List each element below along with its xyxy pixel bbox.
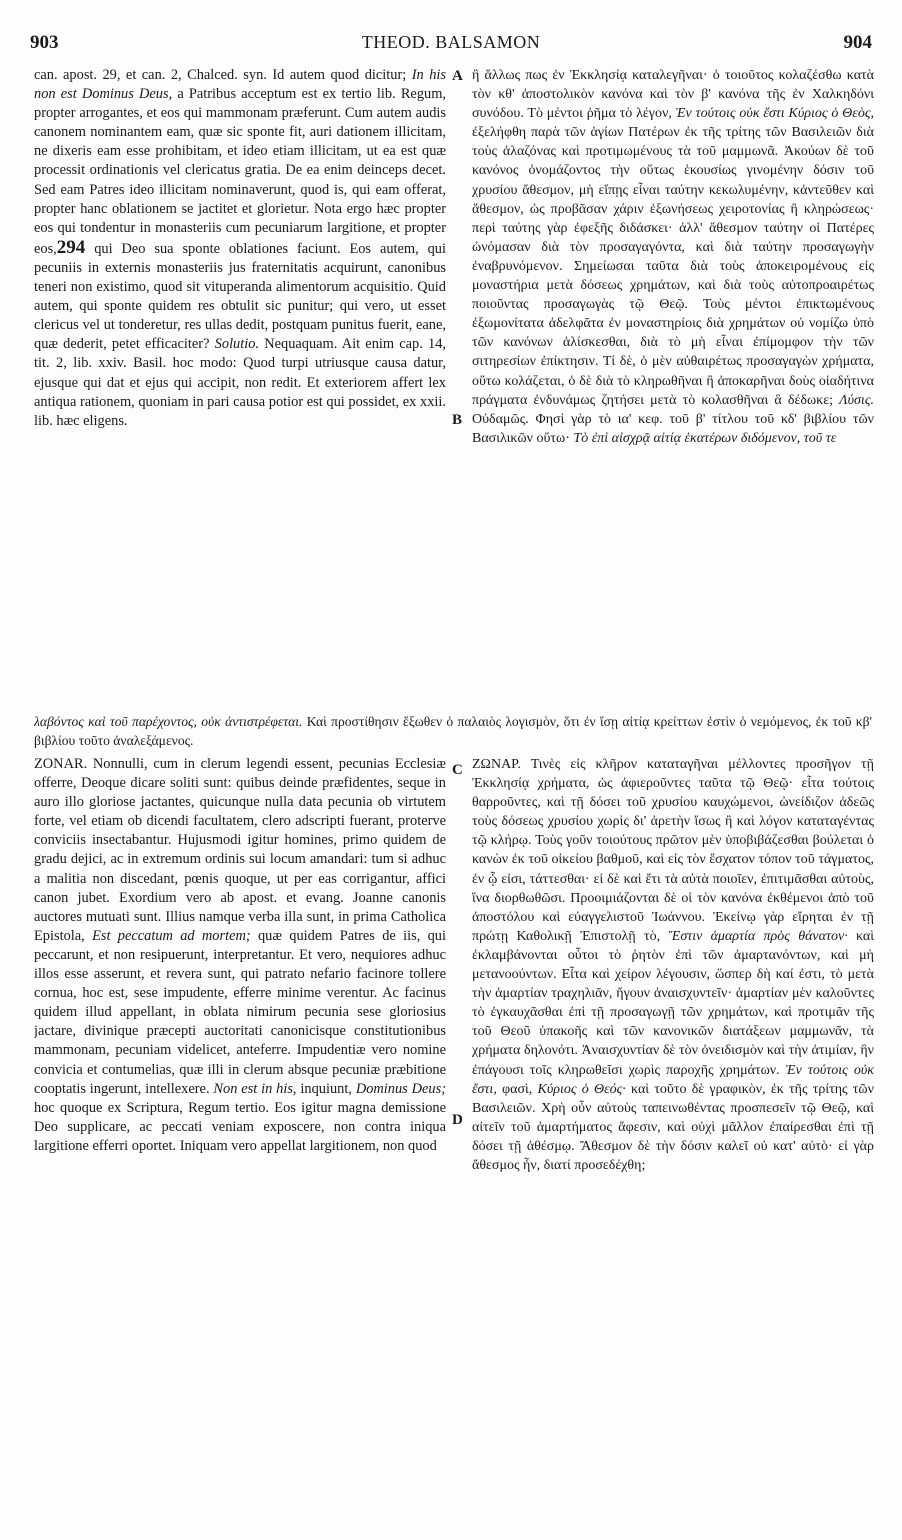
italic-quote: Τὸ ἐπὶ αἰσχρᾷ αἰτίᾳ ἑκατέρων διδόμενον, τοῦ τε: [573, 430, 837, 446]
italic-quote: Ἔστιν ἁμαρτία πρὸς θάνατον·: [668, 928, 848, 944]
text-run: ἐξελήφθη παρὰ τῶν ἁγίων Πατέρων ἐκ τῆς τρίτης τῶν Βασιλειῶν διὰ τοὺς ἀλαζόνας καὶ προτιμωμένους τὰ τοῦ μαμμωνᾶ. Ἀκούων δὲ τοῦ κανόνος ὀνομάζοντος τὴν οὕτως ἑκουσίως γινομένην δόσιν τοῦ χρυσίου ἄθεσμον, μὴ εἴπῃς εἶναι ταύτην κεκωλυμένην, κἀντεῦθεν καὶ ἄθεσμον, ὡς προβᾶσαν χάριν ἐξωνήσεως χειροτονίας ἢ κληρώσεως· περὶ ταύτης γὰρ ἐφεξῆς διδάσκει· ἀλλ' ἄθεσμον ταύτην οἱ Πατέρες ὠνόμασαν διὰ τὸν προσαγαγόντα, καὶ διὰ ταύτην προσαγωγὴν ἐναβρυνόμενον. Σημείωσαι ταῦτα διὰ τοὺς ἀποκειρομένους εἰς μοναστήρια μετὰ δόσεως χρημάτων, καὶ διὰ τοὺς αὐτοπροαιρέτως ποιοῦντας προσαγωγὰς τῷ Θεῷ. Τοὺς μέντοι ἐπικτωμένους ἐξωμονίτατα ἀδελφᾶτα ἐν μοναστηρίοις διὰ χρημάτων οὐ νομίζω ὑπὸ τῶν κανόνων ἁλίσκεσθαι, διὰ τὸ μὴ εἶναι ἐπίμομφον τὴν τῶν σιτηρεσίων ἐπίκτησιν. Τί δὲ, ὁ μὲν αὐθαιρέτως προσαγαγὼν χρήματα, οὕτω κολάζεται, ὁ δὲ διὰ τὸ κληρωθῆναι ἢ ἀποκαρῆναι δοὺς οἱαδήτινα πράγματα ἐνδυνάμως ζητήσει μετὰ τὸ κολασθῆναι ἃ δέδωκε;: [472, 125, 874, 408]
folio-number: 294: [56, 236, 86, 258]
text-run: quæ quidem Patres de iis, qui peccarunt, et non resipuerunt, interpretantur. Et vero, nequiores adhuc illos esse asserunt, et revera sunt, qui patrato nefario facinore tollere cornua, hoc est, sese impudente, efferre minime verentur. Ac facinus quidem illud appellant, in oblata nimirum pecunia sese gloriosius jactare, divinique præcepti auctoritati canonicisque constitutionibus mammonam, pecuniam videlicet, anteferre. Impudentiæ vero nomine convicia et contumelias, quæ illi in clerum absque pecuniæ præbitione cooptatis ingerunt, intellexere.: [34, 927, 446, 1097]
text-run: can. apost. 29, et can. 2, Chalced. syn. Id autem quod dicitur;: [34, 67, 412, 83]
italic-quote: Dominus Deus;: [355, 1080, 446, 1097]
text-run: ἢ ἄλλως πως ἐν Ἐκκλησίᾳ καταλεγῆναι· ὁ τοιοῦτος κολαζέσθω κατὰ τὸν κθ' ἀποστολικὸν κανόνα καὶ τὸν β' κανόνα τῆς ἐν Χαλκηδόνι συνόδου. Τὸ μέντοι ῥῆμα τὸ λέγον,: [472, 68, 874, 122]
italic-quote: Non est in his,: [213, 1080, 297, 1097]
solutio-label: Solutio.: [214, 336, 260, 353]
text-run: καὶ ἐκλαμβάνονται οὗτοι τὸ ῥητὸν ἐπὶ τῶν ἁμαρτανόντων, καὶ μὴ μετανοούντων. Εἶτα καὶ χείρον λέγουσιν, ὥσπερ δὴ καί ἐστι, τὸ μετὰ τὴν ἁμαρτίαν τραχηλιᾶν, ἤγουν ἀναισχυντεῖν· ἁμαρτίαν μὲν καλοῦντες τὸ ἐγκαυχᾶσθαι ἐπὶ τῇ προσαγωγῇ τῶν χρημάτων, καὶ προτιμᾶν τῆς τοῦ Θεοῦ ὑπακοῆς καὶ τῶν κανονικῶν διατάξεων μαμμωνᾶν, τὰ χρήματα δηλονότι. Ἀναισχυντίαν δὲ τὸν ὀνειδισμὸν καὶ τὴν ἀτιμίαν, ἣν ἐπάγουσι τοῖς κληρωθεῖσι χωρὶς παροχῆς χρημάτων.: [472, 928, 874, 1078]
italic-quote: Ἐν τούτοις οὐκ ἔστι,: [472, 1062, 874, 1097]
greek-column-lower: [472, 755, 874, 1535]
margin-letter-b: B: [452, 412, 463, 428]
running-title: THEOD. BALSAMON: [361, 32, 541, 52]
greek-paragraph: [472, 66, 874, 448]
latin-paragraph: [34, 755, 446, 1156]
text-run: Καὶ προστίθησιν ἔξωθεν ὁ παλαιὸς λογισμὸν, ὅτι ἐν ἴσῃ αἰτίᾳ κρείττων ἐστὶν ὁ νεμόμενος, ἐκ τοῦ κβ' βιβλίου τοῦτο ἀναλεξάμενος.: [34, 714, 872, 748]
lysis-label: Λύσις.: [839, 392, 874, 408]
margin-letter-d: D: [452, 1112, 463, 1128]
italic-quote: Est peccatum ad mortem;: [92, 927, 251, 944]
greek-column-upper: [472, 66, 874, 714]
margin-letter-c: C: [452, 762, 463, 778]
greek-paragraph: [472, 755, 874, 1175]
italic-quote: λαβόντος καὶ τοῦ παρέχοντος, οὐκ ἀντιστρέφεται.: [34, 714, 303, 729]
text-run: Nequaquam. Ait enim cap. 14, tit. 2, lib. xxiv. Basil. hoc modo: Quod turpi utriusque causa datur, ejusque qui dat et ejus qui accipit, non redit. Et exteriorem affert lex antiqua rationem, quoniam in pari causa potior est qui possidet, ex xxii. lib. hæc eligens.: [34, 336, 446, 429]
italic-quote: Ἐν τούτοις οὐκ ἔστι Κύριος ὁ Θεὸς,: [675, 106, 874, 122]
section-label-zonar-greek: ΖΩΝΑΡ.: [472, 757, 521, 772]
text-run: Nonnulli, cum in clerum legendi essent, pecunias Ecclesiæ offerre, Deoque dicare soliti sunt: quibus deinde præfidentes, seque in auro illo gloriose jactantes, quicunque nulla data pecunia ob virtutem forte, vel etiam ob dicendi facultatem, clero adscripti fuerant, proterve conviciis insectabantur. Hujusmodi igitur homines, primo quidem de gradu dejici, ac in extremum ordinis sui locum amandari: tum si adhuc a malitia non discedant, pœnis quoque, ut per eas corrigantur, affici canon jubet. Exordium vero ab apost. et evang. Joanne canonis auctores mutuati sunt. Illius namque verba illa sunt, in prima Catholica Epistola,: [34, 756, 446, 944]
text-run: φασὶ,: [496, 1081, 538, 1097]
margin-letter-a: A: [452, 68, 463, 84]
text-run: inquiunt,: [296, 1080, 356, 1097]
latin-paragraph: [34, 66, 446, 431]
text-run: a Patribus acceptum est ex tertio lib. Regum, propter arrogantes, et eos qui mammonam præferunt. Cum autem audis canonem nominantem eam, quæ sic sponte fit, auri dationem illicitam, ne dixeris eam esse prohibitam, et ideo etiam illicitam, ut ea est quæ processit ordinationis vel clericatus gratia. De ea enim deinceps decet. Sed eam Patres ideo illicitam nominaverunt, quod is, qui eam offerat, propter hanc oblationem se jactitet et glorietur. Nota ergo hæc propter eos qui tondentur in monasteriis cum pecuniarum largitione, et propter eos,: [34, 86, 446, 257]
spanning-line: [34, 712, 872, 750]
page-number-left: 903: [30, 32, 59, 53]
section-label-zonar: ZONAR.: [34, 756, 88, 772]
text-run: καὶ τοῦτο δὲ γραφικὸν, ἐκ τῆς τρίτης τῶν Βασιλειῶν. Χρὴ οὖν αὐτοὺς ταπεινωθέντας προσπεσεῖν τῷ Θεῷ, καὶ αἰτεῖν τοῦ ἁμαρτήματος ἄφεσιν, καὶ οὐχὶ μᾶλλον ἐπαίρεσθαι ἐπὶ τῇ δόσει τῇ ἀθέσμῳ. Ἄθεσμον δὲ τὴν δόσιν καλεῖ οὐ κατ' αὐτὸ· εἰ γὰρ ἄθεσμος ἦν, διατί προσεδέχθη;: [472, 1081, 874, 1173]
italic-quote: Κύριος ὁ Θεός·: [537, 1081, 626, 1097]
latin-column-upper: [34, 66, 446, 714]
italic-quote: In his non est Dominus Deus,: [34, 67, 446, 103]
text-run: Οὐδαμῶς. Φησὶ γὰρ τὸ ια' κεφ. τοῦ β' τίτλου τοῦ κδ' βιβλίου τῶν Βασιλικῶν οὕτω·: [472, 411, 874, 446]
text-run: Τινὲς εἰς κλῆρον καταταγῆναι μέλλοντες προσῆγον τῇ Ἐκκλησίᾳ χρήματα, ὡς ἀφιεροῦντες ταῦτα τῷ Θεῷ· εἶτα τούτοις θαρροῦντες, καὶ τῇ δόσει τοῦ χρυσίου καυχώμενοι, ὠνείδιζον ἀδεῶς τοὺς δόσεως χρυσίου χωρὶς δι' ἀρετὴν ἴσως ἢ καὶ λόγον καταταγέντας τῷ κλήρῳ. Τοὺς γοῦν τοιούτους πρῶτον μὲν ὑποβιβάζεσθαι βούλεται ὁ κανὼν ἐκ τοῦ οἰκείου βαθμοῦ, καὶ εἰς τὸν ἔσχατον τόπον τοῦ τάγματος, ἐν ᾧ εἰσι, τάττεσθαι· εἰ δὲ καὶ ἔτι τὰ αὐτὰ ποιοῖεν, ἐπιτιμᾶσθαι αὐτοὺς, ἵνα διορθωθῶσι. Προοιμιάζονται δὲ οἱ τὸν κανόνα ἐκθέμενοι ἀπὸ τοῦ ἀποστόλου καὶ εὐαγγελιστοῦ Ἰωάννου. Ἐκείνῳ γὰρ εἴρηται ἐν τῇ πρώτῃ Καθολικῇ Ἐπιστολῇ τὸ,: [472, 757, 874, 944]
spanning-paragraph: [34, 712, 872, 750]
latin-column-lower: [34, 755, 446, 1535]
text-run: qui Deo sua sponte oblationes faciunt. Eos autem, qui pecuniis in externis monasteriis jus fraternitatis acquirunt, canonibus teneri non existimo, quod sit vituperanda alimentorum acquisitio. Quid autem, qui sponte quidem res obtulit sic punitur; qui vero, ut esset clericus vel ut tonderetur, res ullas dedit, postquam punitus fuerit, eane, quæ dederit, petet efficaciter?: [34, 240, 446, 353]
page-header: [30, 32, 872, 56]
text-run: hoc quoque ex Scriptura, Regum tertio. Eos igitur magna demissione Deo supplicare, ac peccati veniam exposcere, non contra iniqua largitione efferri oportet. Iniquam vero appellat largitionem, non quod: [34, 1099, 446, 1154]
page-number-right: 904: [843, 32, 872, 53]
